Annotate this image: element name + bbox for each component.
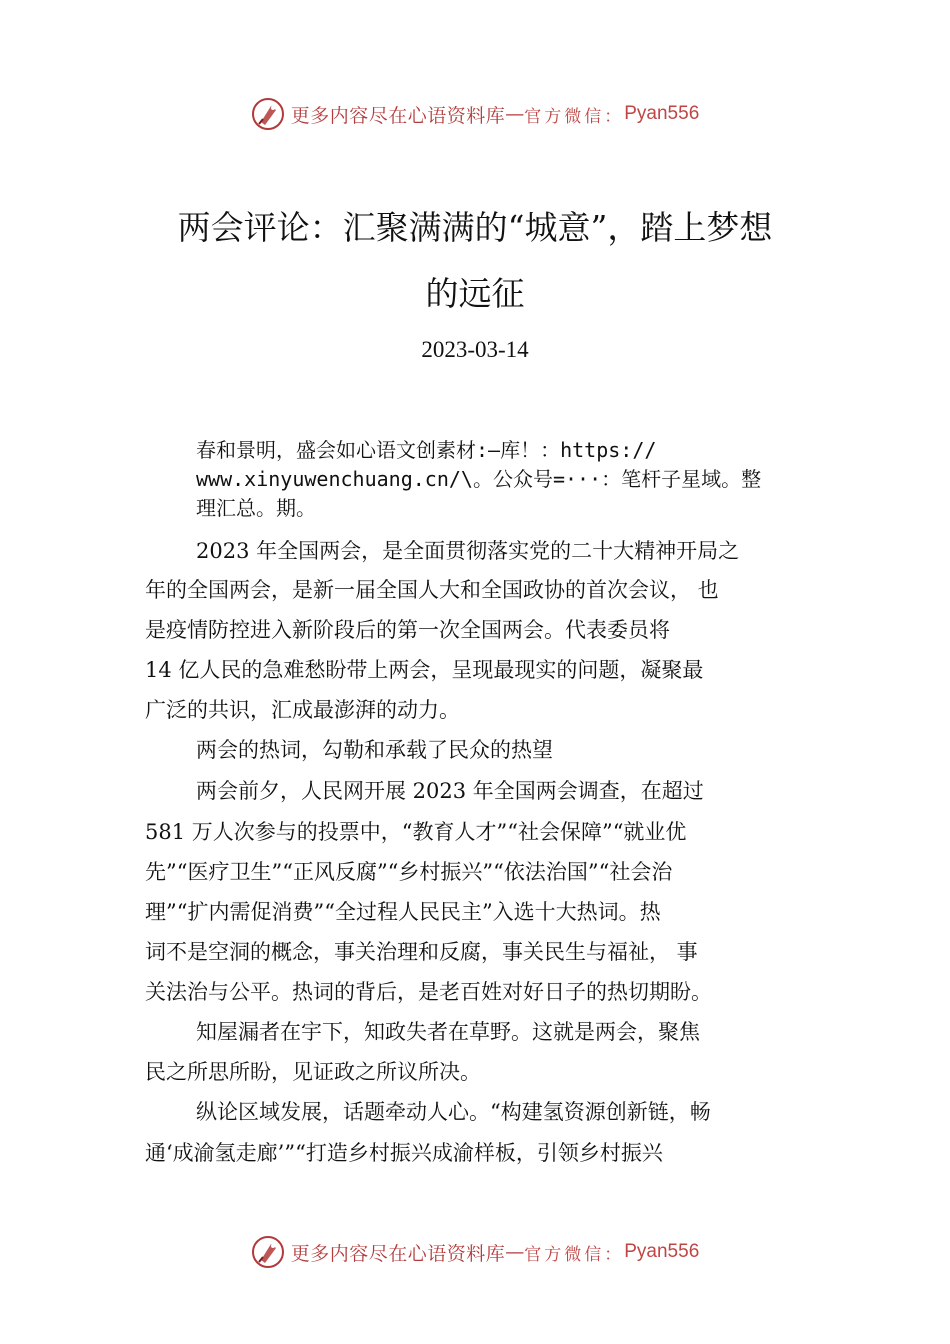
body-line: 2023 年全国两会，是全面贯彻落实党的二十大精神开局之 [196,539,740,563]
section-heading: 两会的热词，勾勒和承载了民众的热望 [196,738,553,762]
body-line: 先”“医疗卫生”“正风反腐”“乡村振兴”“依法治国”“社会治 [145,860,673,884]
banner-text: 更多内容尽在心语资料库 [290,104,506,127]
body-line: 是疫情防控进入新阶段后的第一次全国两会。代表委员将 [145,618,670,642]
body-line: 年的全国两会，是新一届全国人大和全国政协的首次会议， 也 [145,578,719,602]
body-line: 关法治与公平。热词的背后，是老百姓对好日子的热切期盼。 [145,980,712,1004]
banner-label: 官方微信： [524,1244,625,1265]
body-line: 理”“扩内需促消费”“全过程人民民主”入选十大热词。热 [145,900,661,924]
article-title-line1: 两会评论：汇聚满满的“城意”，踏上梦想 [177,208,773,247]
article-date: 2023-03-14 [421,337,529,362]
body-line: 14 亿人民的急难愁盼带上两会，呈现最现实的问题，凝聚最 [145,658,704,682]
banner-separator: — [505,103,525,125]
banner-account: Pyan556 [624,1241,700,1262]
intro-line: 春和景明，盛会如心语文创素材:—库！：https:// [196,438,657,462]
intro-line: 理汇总。期。 [196,496,316,520]
banner-label: 官方微信： [524,106,625,127]
pen-nib-logo-icon [251,97,285,131]
banner-text: 更多内容尽在心语资料库 [290,1242,506,1265]
body-line: 纵论区域发展，话题牵动人心。“构建氢资源创新链，畅 [196,1100,711,1124]
pen-nib-logo-icon [251,1235,285,1269]
footer-banner [0,1232,950,1272]
banner-separator: — [505,1241,525,1263]
article-title-line2: 的远征 [425,274,525,313]
body-line: 两会前夕，人民网开展 2023 年全国两会调查，在超过 [196,779,704,803]
body-line: 知屋漏者在宇下，知政失者在草野。这就是两会，聚焦 [196,1020,700,1044]
body-line: 民之所思所盼，见证政之所议所决。 [145,1060,481,1084]
body-line: 广泛的共识，汇成最澎湃的动力。 [145,698,460,722]
banner-account: Pyan556 [624,103,700,124]
body-line: 581 万人次参与的投票中，“教育人才”“社会保障”“就业优 [145,820,687,844]
intro-line: www.xinyuwenchuang.cn/\。公众号=···：笔杆子星域。整 [196,467,762,491]
body-line: 词不是空洞的概念，事关治理和反腐，事关民生与福祉， 事 [145,940,698,964]
body-line: 通‘成渝氢走廊’”“打造乡村振兴成渝样板，引领乡村振兴 [145,1141,663,1165]
header-banner [0,94,950,134]
